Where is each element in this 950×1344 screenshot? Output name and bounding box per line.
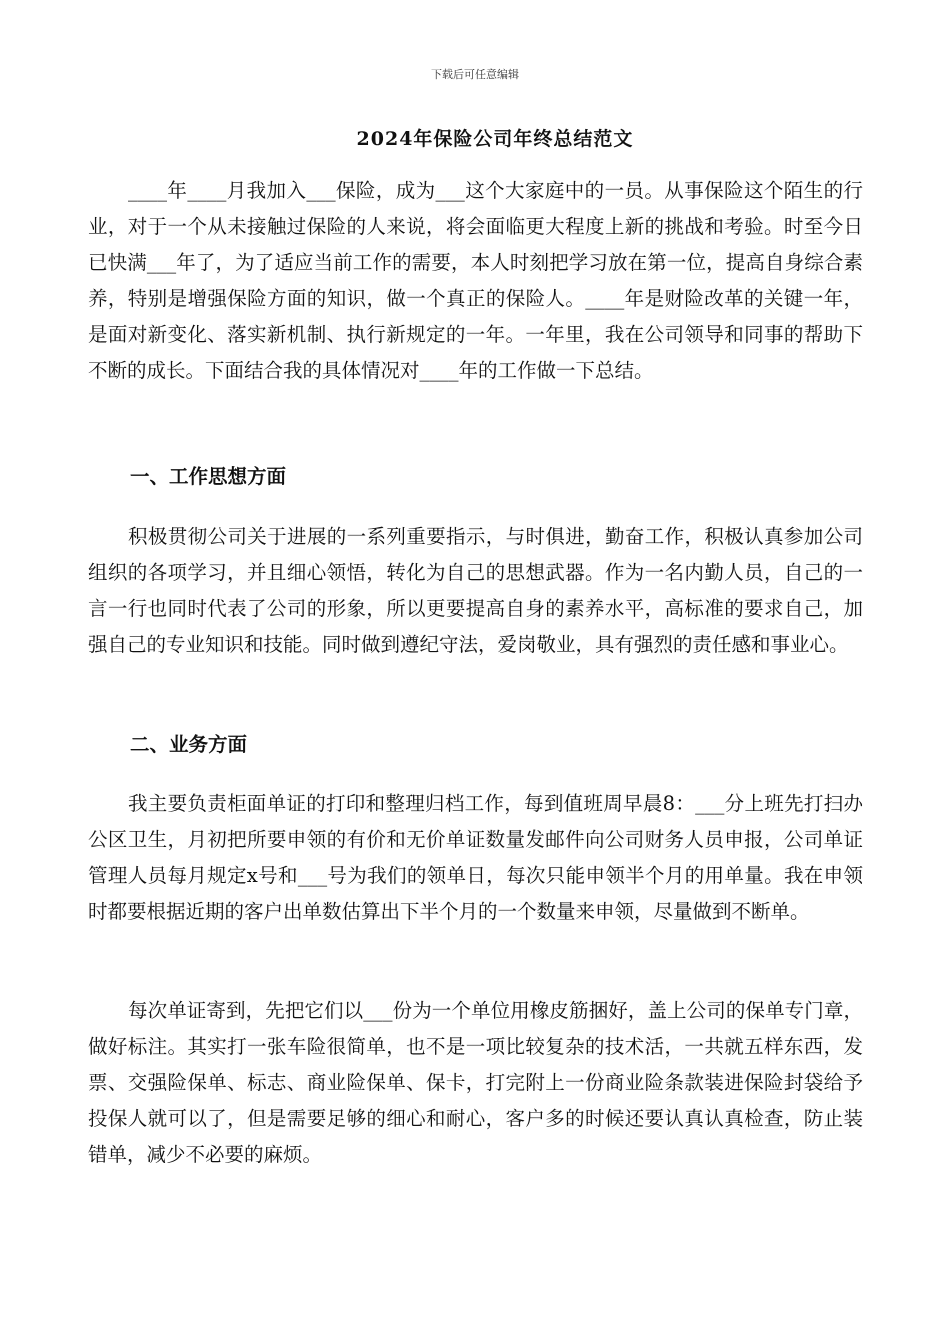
header-note: 下载后可任意编辑 xyxy=(431,68,519,81)
section2-paragraph-1: 我主要负责柜面单证的打印和整理归档工作，每到值班周早晨8：___分上班先打扫办公区卫生，月初把所要申领的有价和无价单证数量发邮件向公司财务人员申报，公司单证管理人员每月规定x号和___号为我们的领单日，每次只能申领半个月的用单量。我在申领时都要根据近期的客户出单数估算出下半个月的一个数量来申领，尽量做到不断单。 xyxy=(88,792,863,923)
section-heading-work-thought: 一、工作思想方面 xyxy=(130,465,287,488)
section1-paragraph: 积极贯彻公司关于进展的一系列重要指示，与时俱进，勤奋工作，积极认真参加公司组织的各项学习，并且细心领悟，转化为自己的思想武器。作为一名内勤人员，自己的一言一行也同时代表了公司的形象，所以更要提高自身的素养水平，高标准的要求自己，加强自己的专业知识和技能。同时做到遵纪守法，爱岗敬业，具有强烈的责任感和事业心。 xyxy=(88,525,863,656)
document-title: 2024年保险公司年终总结范文 xyxy=(356,128,634,150)
intro-paragraph: ____年____月我加入___保险，成为___这个大家庭中的一员。从事保险这个陌生的行业，对于一个从未接触过保险的人来说，将会面临更大程度上新的挑战和考验。时至今日已快满___年了，为了适应当前工作的需要，本人时刻把学习放在第一位，提高自身综合素养，特别是增强保险方面的知识，做一个真正的保险人。____年是财险改革的关键一年，是面对新变化、落实新机制、执行新规定的一年。一年里，我在公司领导和同事的帮助下不断的成长。下面结合我的具体情况对____年的工作做一下总结。 xyxy=(88,179,863,382)
section-heading-business: 二、业务方面 xyxy=(130,733,248,756)
section2-paragraph-2: 每次单证寄到，先把它们以___份为一个单位用橡皮筋捆好，盖上公司的保单专门章，做好标注。其实打一张车险很简单，也不是一项比较复杂的技术活，一共就五样东西，发票、交强险保单、标志、商业险保单、保卡，打完附上一份商业险条款装进保险封袋给予投保人就可以了，但是需要足够的细心和耐心，客户多的时候还要认真认真检查，防止装错单，减少不必要的麻烦。 xyxy=(88,999,863,1166)
